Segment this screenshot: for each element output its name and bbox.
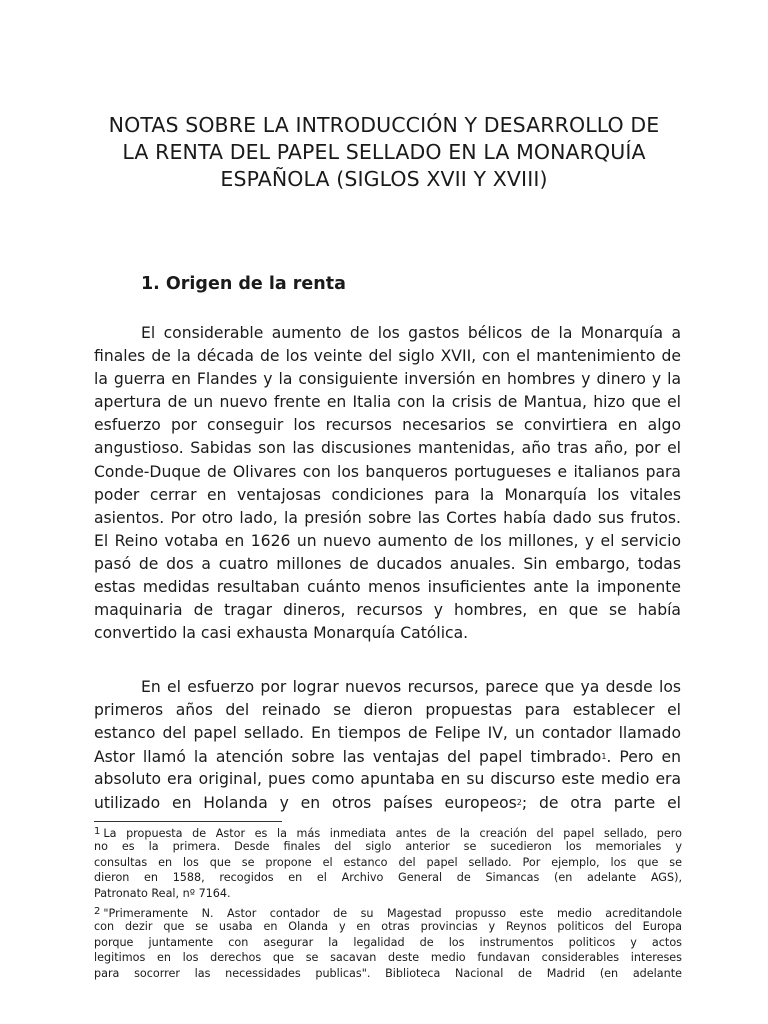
text-line: esfuerzo por conseguir los recursos necesarios se convirtiera en algo <box>94 416 681 435</box>
footnote-separator <box>94 821 282 822</box>
text-segment: utilizado en Holanda y en otros países europeos <box>94 794 517 813</box>
document-title <box>80 112 688 193</box>
footnote-number: 2 <box>94 906 101 917</box>
footnote-line: porque juntamente con asegurar la legalidad de los instrumentos politicos y actos <box>94 935 682 949</box>
text-segment: ; de otra parte el <box>521 794 681 813</box>
title-line: LA RENTA DEL PAPEL SELLADO EN LA MONARQUÍA <box>122 140 646 164</box>
footnote-reference[interactable]: 2 <box>516 798 522 808</box>
text-line: finales de la década de los veinte del siglo XVII, con el mantenimiento de <box>94 347 681 366</box>
section-heading: 1. Origen de la renta <box>141 274 346 294</box>
text-segment: . Pero en <box>606 748 681 767</box>
text-line: pasó de dos a cuatro millones de ducados anuales. Sin embargo, todas <box>94 554 681 573</box>
footnote-line: dieron en 1588, recogidos en el Archivo General de Simancas (en adelante AGS), <box>94 871 682 885</box>
footnote-text: "Primeramente N. Astor contador de su Magestad propusso este medio acreditandole <box>103 907 682 920</box>
text-line: asientos. Por otro lado, la presión sobre las Cortes había dado sus frutos. <box>94 508 681 527</box>
text-line: convertido la casi exhausta Monarquía Católica. <box>94 624 469 643</box>
text-line: maquinaria de tragar dineros, recursos y hombres, en que se había <box>94 601 681 620</box>
footnote-text: La propuesta de Astor es la más inmediata antes de la creación del papel sellado, pero <box>103 827 682 840</box>
text-line: estas medidas resultaban cuánto menos insuficientes ante la imponente <box>94 578 681 597</box>
text-line: En el esfuerzo por lograr nuevos recursos, parece que ya desde los <box>141 678 681 696</box>
text-line: absoluto era original, pues como apuntaba en su discurso este medio era <box>94 770 681 789</box>
title-line: NOTAS SOBRE LA INTRODUCCIÓN Y DESARROLLO DE <box>108 113 660 137</box>
text-line <box>94 745 681 768</box>
footnote-line <box>94 824 682 839</box>
text-line: Conde-Duque de Olivares con los banqueros portugueses e italianos para <box>94 462 681 481</box>
footnote-line: Patronato Real, nº 7164. <box>94 886 231 900</box>
text-line: angustioso. Sabidas son las discusiones mantenidas, año tras año, por el <box>94 439 681 458</box>
text-line: El Reino votaba en 1626 un nuevo aumento de los millones, y el servicio <box>94 531 681 550</box>
footnote-line: para socorrer las necessidades publicas". Biblioteca Nacional de Madrid (en adelante <box>94 966 682 980</box>
body-paragraph <box>94 322 681 645</box>
title-line: ESPAÑOLA (SIGLOS XVII Y XVIII) <box>220 167 548 191</box>
footnote-line: consultas en los que se propone el estanco del papel sellado. Por ejemplo, los que se <box>94 855 682 869</box>
text-line: la guerra en Flandes y la consiguiente inversión en hombres y dinero y la <box>94 370 681 389</box>
text-line: poder cerrar en ventajosas condiciones para la Monarquía los vitales <box>94 485 681 504</box>
footnote <box>94 824 682 901</box>
footnote-line <box>94 904 682 919</box>
body-paragraph <box>94 676 681 815</box>
text-segment: Astor llamó la atención sobre las ventajas del papel timbrado <box>94 748 602 767</box>
footnote-line: con dezir que se usaba en Olanda y en otras provincias y Reynos politicos del Europa <box>94 920 682 934</box>
text-line: estanco del papel sellado. En tiempos de Felipe IV, un contador llamado <box>94 724 681 743</box>
text-line: El considerable aumento de los gastos bélicos de la Monarquía a <box>141 324 681 342</box>
footnote <box>94 904 682 981</box>
footnote-reference[interactable]: 1 <box>601 752 607 762</box>
text-line <box>94 791 681 814</box>
footnote-line: legitimos en los derechos que se sacavan deste medio fundavan considerables intereses <box>94 951 682 965</box>
footnote-number: 1 <box>94 826 101 837</box>
text-line: primeros años del reinado se dieron propuestas para establecer el <box>94 701 681 720</box>
text-line: apertura de un nuevo frente en Italia con la crisis de Mantua, hizo que el <box>94 393 681 412</box>
footnote-line: no es la primera. Desde finales del siglo anterior se sucedieron los memoriales y <box>94 840 682 854</box>
